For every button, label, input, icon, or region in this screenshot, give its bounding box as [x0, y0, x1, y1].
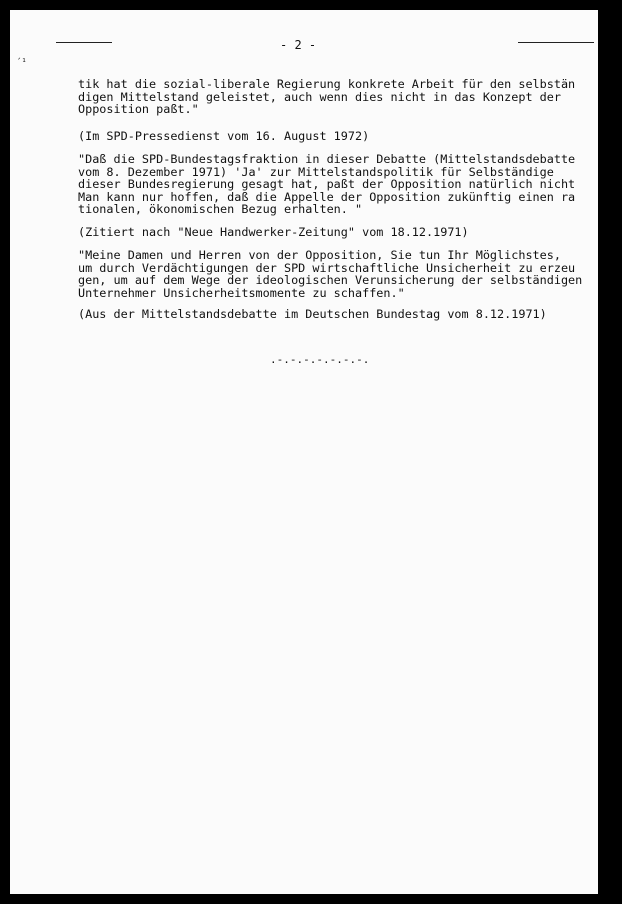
scan-edge: [598, 10, 604, 894]
source-citation-1: (Im SPD-Pressedienst vom 16. August 1972): [78, 129, 370, 143]
margin-mark: ´¹: [16, 58, 27, 68]
paragraph-continuation: tik hat die sozial-liberale Regierung konkrete Arbeit für den selbstän digen Mittelstand geleistet, auch wenn dies nicht in das Konzept der Opposition paßt.": [78, 77, 576, 116]
top-left-rule: [56, 42, 112, 43]
quote-paragraph-2: "Meine Damen und Herren von der Opposition, Sie tun Ihr Möglichstes, um durch Verdächtigungen der SPD wirtschaftliche Unsicherheit zu erzeu gen, um auf dem Wege der ideologischen Verunsicherung der selbständigen Unternehmer Unsicherheitsmomente zu schaffen.": [78, 248, 583, 300]
top-right-rule: [518, 42, 594, 43]
quote-paragraph-1: "Daß die SPD-Bundestagsfraktion in dieser Debatte (Mittelstandsdebatte vom 8. Dezember 1971) 'Ja' zur Mittelstandspolitik für Selbständige dieser Bundesregierung gesagt hat, paßt der Opposition natürlich nicht Man kann nur hoffen, daß die Appelle der Opposition zukünftig einen ra tionalen, ökonomischen Bezug erhalten. ": [78, 152, 576, 216]
source-citation-3: (Aus der Mittelstandsdebatte im Deutschen Bundestag vom 8.12.1971): [78, 307, 547, 321]
page-number: - 2 -: [280, 38, 317, 52]
document-page: [10, 10, 604, 894]
source-citation-2: (Zitiert nach "Neue Handwerker-Zeitung" vom 18.12.1971): [78, 225, 469, 239]
closing-separator: .-.-.-.-.-.-.-.: [270, 353, 370, 366]
